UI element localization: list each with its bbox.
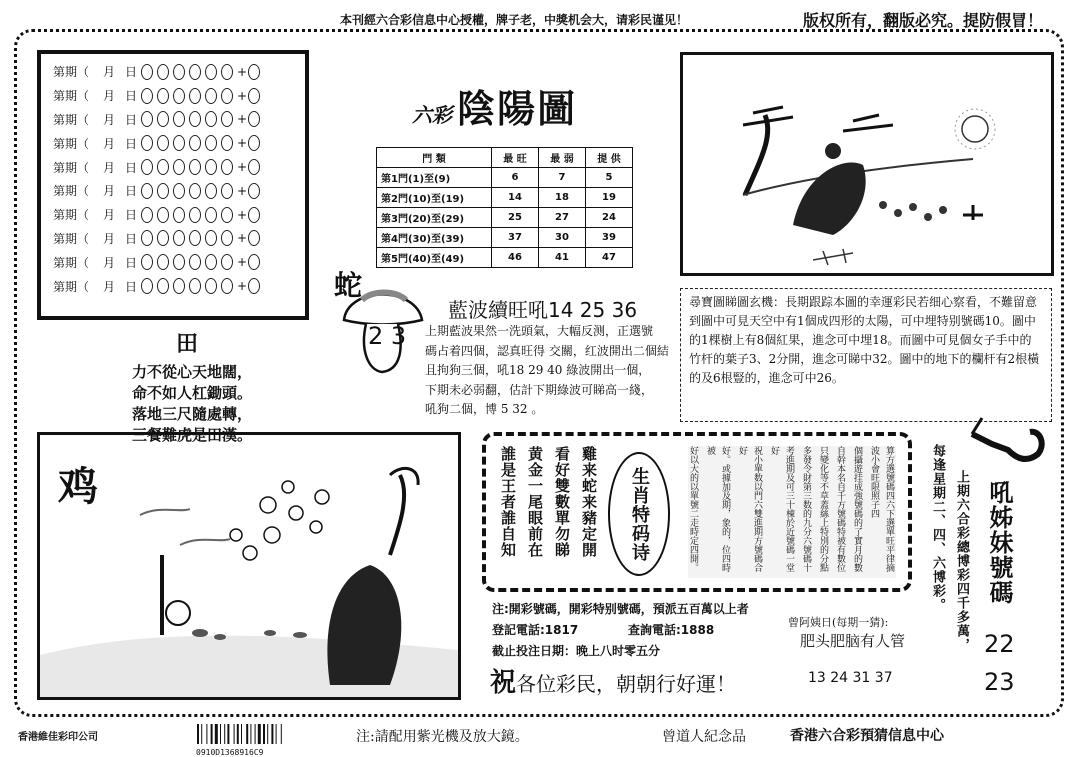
record-row [53,155,305,179]
zodiac-poem-col: 雞来蛇来豬定開 [580,446,598,558]
plus-sign: + [237,136,248,151]
info-center: 香港六合彩預猜信息中心 [790,728,944,744]
plus-sign: + [237,231,248,246]
barcode-bar [224,724,225,744]
number-circle [173,64,185,80]
guess-title: 曾阿姨日(每期一猜): [788,616,889,629]
snake-numbers: 2 3 [368,322,407,350]
barcode [196,724,302,757]
number-circle [157,278,169,294]
sisters-num-2: 23 [984,668,1015,696]
record-label: 第 [53,184,66,199]
snake-body-line: 吼狗二個，博 5 32 。 [425,402,544,416]
gates-row [377,248,633,268]
wish-line [490,662,736,699]
snake-body [425,322,669,420]
gate-value: 18 [539,188,586,208]
barcode-bar [197,724,199,744]
record-day: 日 [125,136,138,151]
number-circle [157,207,169,223]
number-circle [189,278,201,294]
barcode-bar [258,724,261,744]
record-grid [37,50,309,320]
gate-value: 46 [492,248,539,268]
record-month: 月 [103,160,116,175]
weekly-note-2: 上期六合彩總博彩四千多萬， [954,470,969,652]
snake-headline: 藍波續旺吼14 25 36 [448,298,638,322]
special-number-circle [248,111,260,127]
dense-text-col: 多發令財第三数的九分六號碼十 [801,446,811,572]
dense-text-block [688,446,896,578]
number-circle [221,135,233,151]
record-day: 日 [125,208,138,223]
field-char: 田 [176,331,199,357]
snake-body-line: 且拘狗三個，吼18 29 40 綠波開出一個， [425,363,651,377]
gate-range: 第4門(30)至(39) [377,228,492,248]
special-number-circle [248,278,260,294]
number-circle [205,278,217,294]
number-circle [157,88,169,104]
number-circle [189,135,201,151]
reg-phone: 登記電話:1817 [492,623,579,637]
record-label: 第 [53,136,66,151]
number-circle [141,88,153,104]
record-month: 月 [103,255,116,270]
number-circle [221,159,233,175]
number-circle [141,64,153,80]
gate-value: 47 [586,248,633,268]
printer-name: 香港維佳彩印公司 [18,732,98,743]
number-circle [157,254,169,270]
barcode-bar [255,724,256,744]
barcode-text: 0910D1368916C9 [196,748,264,757]
field-poem-line: 力不從心天地闊， [132,363,253,381]
record-month: 月 [103,65,116,80]
number-circle [173,230,185,246]
dense-text-col: 只變化等不草蓋絲上特別的分點 [818,446,828,572]
gate-range: 第5門(40)至(49) [377,248,492,268]
number-circle [221,278,233,294]
special-number-circle [248,64,260,80]
special-number-circle [248,159,260,175]
barcode-bar [241,724,242,744]
gates-row [377,188,633,208]
record-period: 期（ [65,231,90,246]
header-notice: 本刊經六合彩信息中心授權，牌子老，中獎机会大，请彩民谨见！ [340,13,689,27]
gates-row [377,208,633,228]
deadline: 截止投注日期：晚上八时零五分 [492,644,661,658]
record-period: 期（ [65,160,90,175]
number-circle [189,111,201,127]
number-circle [157,159,169,175]
record-label: 第 [53,255,66,270]
number-circle [189,183,201,199]
rooster-sketch [40,435,458,697]
number-circle [173,159,185,175]
plus-sign: + [237,183,248,198]
record-row [53,227,305,251]
record-row [53,108,305,132]
number-circle [157,111,169,127]
record-label: 第 [53,208,66,223]
record-day: 日 [125,231,138,246]
barcode-bar [267,724,268,744]
number-circle [189,159,201,175]
tree-shape [745,115,768,195]
guess-numbers: 13 24 31 37 [808,670,893,686]
gates-table [376,147,633,268]
gate-value: 7 [539,168,586,188]
record-label: 第 [53,231,66,246]
sisters-num-1: 22 [984,630,1015,658]
barcode-bar [206,724,207,744]
wish-text: 各位彩民，朝朝行好運！ [516,672,737,696]
field-poem-line: 命不如人杠鋤頭。 [132,384,253,402]
title-small: 六彩 [412,103,452,127]
gate-value: 30 [539,228,586,248]
record-period: 期（ [65,279,90,294]
barcode-bar [246,724,248,744]
number-circle [221,230,233,246]
number-circle [189,230,201,246]
souvenir: 曾道人紀念品 [662,729,746,745]
barcode-bar [227,724,229,744]
field-poem-line: 落地三尺隨處轉， [132,405,253,423]
number-circle [205,135,217,151]
number-circle [189,64,201,80]
gate-value: 19 [586,188,633,208]
number-circle [205,183,217,199]
number-circle [221,183,233,199]
special-number-circle [248,88,260,104]
record-day: 日 [125,184,138,199]
record-month: 月 [103,279,116,294]
number-circle [141,159,153,175]
plus-sign: + [237,64,248,79]
number-circle [221,111,233,127]
record-row [53,203,305,227]
number-circle [157,230,169,246]
gates-row [377,228,633,248]
zodiac-poem-col: 誰是王者誰自知 [499,446,517,558]
gate-range: 第1門(1)至(9) [377,168,492,188]
record-row [53,179,305,203]
snake-body-line: 下期未必弱翻，估計下期綠波可睇高一綫， [425,382,654,397]
rooster-char: 鸡 [58,463,98,510]
gates-header-type: 門 類 [377,148,492,168]
gate-value: 25 [492,208,539,228]
number-circle [141,135,153,151]
number-circle [189,207,201,223]
number-circle [221,207,233,223]
number-circle [205,64,217,80]
snake-body-line: 上期藍波果然一洗頭氣，大幅反测，正選號 [425,324,654,338]
clue-text: 尋寶圖睇圖玄機：長期跟踪本圖的幸運彩民若细心察看，不難留意到圖中可見天空中有1個成四形的太陽，可中埋特别號碼10。圖中的1棵樹上有8個紅果，進念可中埋18。而圖中可見個女子手中的竹杆的葉子3、2分開，進念可睇中32。圖中的地下的欄杆有2根橫的及6根豎的，進念可中26。 [689,295,1040,385]
number-circle [173,254,185,270]
record-row [53,250,305,274]
zodiac-badge-text: 生肖特码诗 [629,466,650,562]
dense-text-col: 考進期及可三十棟於近號碼一堂好 [769,446,794,572]
number-circle [141,183,153,199]
title-block [412,78,577,133]
title-main: 陰陽圖 [457,86,578,131]
barcode-bar [263,724,265,744]
sisters-title: 吼姊妹號碼 [985,480,1014,605]
record-period: 期（ [65,89,90,104]
record-period: 期（ [65,65,90,80]
record-month: 月 [103,89,116,104]
gate-value: 27 [539,208,586,228]
dense-text-col: 好以大的以單號二走時定四開。 [688,446,698,572]
treasure-sketch [683,55,1051,273]
record-period: 期（ [65,112,90,127]
number-circle [173,278,185,294]
number-circle [205,159,217,175]
barcode-bar [250,724,251,744]
record-month: 月 [103,184,116,199]
number-circle [141,111,153,127]
special-number-circle [248,135,260,151]
query-phone: 查詢電話:1888 [628,623,715,637]
record-month: 月 [103,136,116,151]
number-circle [141,278,153,294]
number-circle [205,207,217,223]
record-row [53,131,305,155]
snake-body-line: 碼占着四個，認真旺得 交關，红波開出二個結 [425,343,669,358]
clue-box [680,288,1052,422]
number-circle [189,88,201,104]
record-day: 日 [125,65,138,80]
record-day: 日 [125,279,138,294]
record-period: 期（ [65,255,90,270]
number-circle [141,230,153,246]
gate-value: 14 [492,188,539,208]
number-circle [205,111,217,127]
record-row [53,84,305,108]
record-period: 期（ [65,136,90,151]
number-circle [189,254,201,270]
number-circle [205,254,217,270]
gate-range: 第2門(10)至(19) [377,188,492,208]
barcode-bar [234,724,235,744]
dense-text-col: 好。或據加及期，象的，位四時被 [705,446,730,572]
record-label: 第 [53,112,66,127]
weekly-note: 每逢星期二、四、六博彩。 [930,444,945,612]
record-day: 日 [125,255,138,270]
number-circle [221,64,233,80]
barcode-bar [215,724,218,744]
zodiac-poem [498,446,600,586]
gate-range: 第3門(20)至(29) [377,208,492,228]
record-day: 日 [125,112,138,127]
record-label: 第 [53,65,66,80]
special-number-circle [248,207,260,223]
zodiac-poem-col: 看好雙數單勿睇 [553,446,571,558]
gate-value: 24 [586,208,633,228]
barcode-bar [201,724,202,744]
number-circle [157,183,169,199]
number-circle [173,207,185,223]
gates-row [377,168,633,188]
zodiac-badge [608,452,670,576]
gate-value: 41 [539,248,586,268]
header-copyright: 版权所有，翻版必究。提防假冒！ [803,11,1044,30]
woman-figure [793,163,866,236]
plus-sign: + [237,207,248,222]
record-label: 第 [53,160,66,175]
record-period: 期（ [65,184,90,199]
plus-sign: + [237,112,248,127]
wish-big: 祝 [490,668,517,698]
barcode-bar [211,724,213,744]
robed-figure [327,565,401,685]
zodiac-poem-col: 黄金一尾眼前在 [526,446,544,558]
number-circle [157,64,169,80]
sun-shape [962,116,988,142]
plus-sign: + [237,279,248,294]
gate-value: 5 [586,168,633,188]
snake-label: 蛇 [334,269,363,302]
number-circle [221,88,233,104]
draw-note: 注:開彩號碼，開彩特别號碼，預派五百萬以上者 [492,602,749,616]
barcode-bar [220,724,221,744]
dense-text-col: 祝小單数以門六雙進期方號碼合好 [737,446,762,572]
saxophone-icon [968,414,1048,474]
number-circle [141,207,153,223]
special-number-circle [248,254,260,270]
treasure-illustration [680,52,1054,276]
barcode-bar [276,724,277,744]
record-month: 月 [103,231,116,246]
gate-value: 39 [586,228,633,248]
gates-header-offer: 提 供 [586,148,633,168]
dense-text-col: 自幹本名自千方號碼特被有數位 [835,446,845,572]
barcode-bars [196,724,302,744]
barcode-bar [271,724,273,744]
record-month: 月 [103,208,116,223]
number-circle [157,135,169,151]
plus-sign: + [237,160,248,175]
record-row [53,274,305,298]
number-circle [173,135,185,151]
guess-text: 肥头肥脑有人管 [800,632,906,650]
record-row [53,60,305,84]
barcode-bar [237,724,239,744]
gate-value: 6 [492,168,539,188]
record-month: 月 [103,112,116,127]
number-circle [205,230,217,246]
record-period: 期（ [65,208,90,223]
number-circle [173,183,185,199]
footer-note: 注:請配用紫光機及放大鏡。 [356,729,529,745]
rooster-illustration [37,432,461,700]
number-circle [221,254,233,270]
gates-header-hot: 最 旺 [492,148,539,168]
record-day: 日 [125,89,138,104]
special-number-circle [248,230,260,246]
number-circle [141,254,153,270]
number-circle [205,88,217,104]
field-poem-line: 三餐難虎是田漢。 [132,426,253,444]
record-label: 第 [53,279,66,294]
number-circle [173,88,185,104]
gate-value: 37 [492,228,539,248]
gates-header-cold: 最 弱 [539,148,586,168]
special-number-circle [248,183,260,199]
plus-sign: + [237,88,248,103]
dense-text-col: 個攝遊挂成強號碼的了實月的數 [852,446,862,572]
record-label: 第 [53,89,66,104]
record-day: 日 [125,160,138,175]
dense-text-col: 算方選號碼四六下選單旺平律摘波小會旺限照子四 [869,446,894,572]
plus-sign: + [237,255,248,270]
number-circle [173,111,185,127]
barcode-bar [281,724,282,744]
